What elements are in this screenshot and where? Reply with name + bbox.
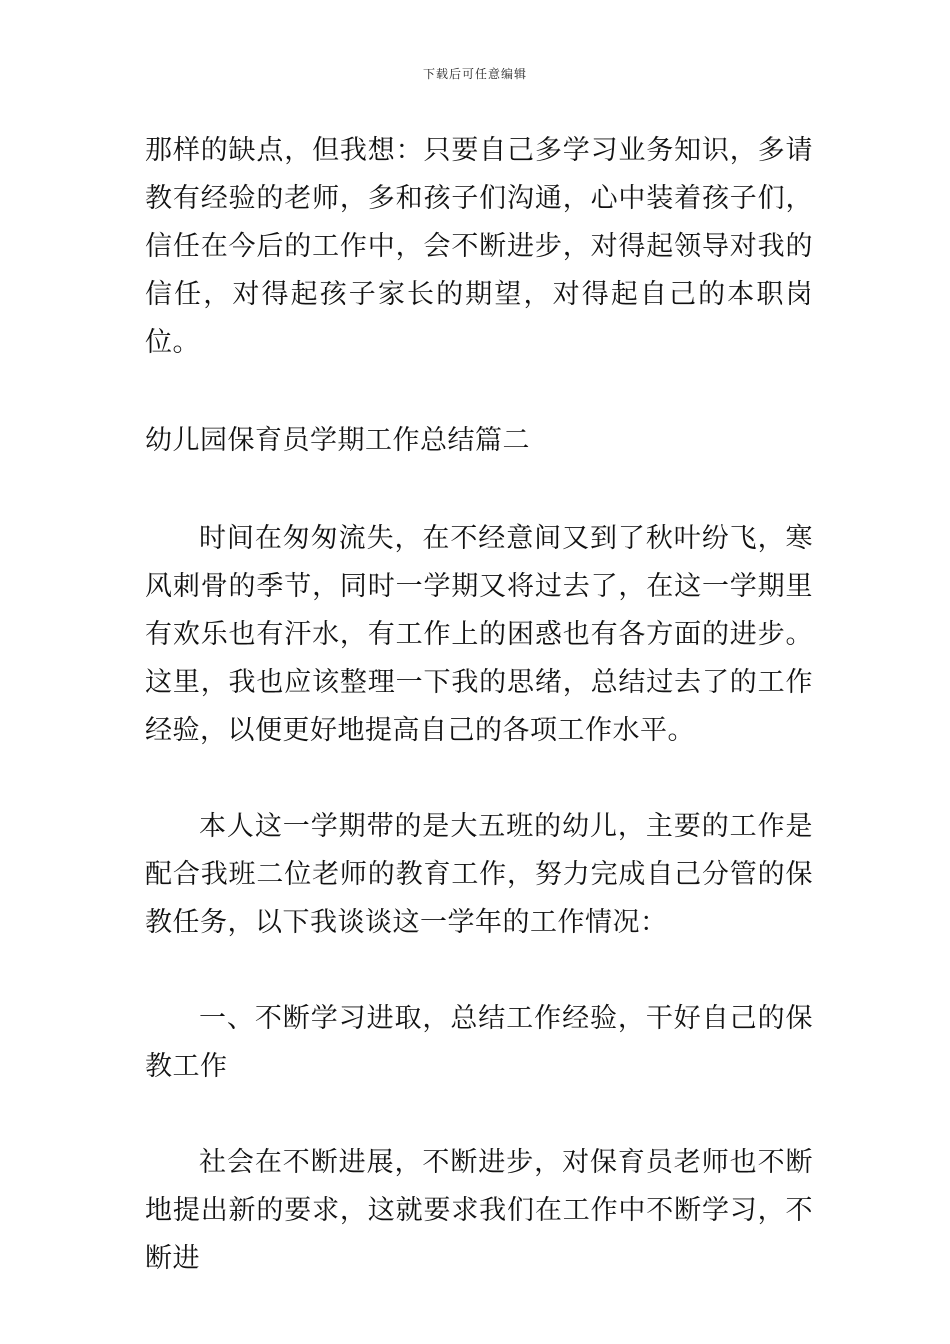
paragraph-role: 本人这一学期带的是大五班的幼儿，主要的工作是配合我班二位老师的教育工作，努力完成自己分管的保教任务，以下我谈谈这一学年的工作情况：	[145, 811, 813, 938]
section-heading: 幼儿园保育员学期工作总结篇二	[145, 425, 530, 456]
header-note: 下载后可任意编辑	[422, 67, 527, 81]
paragraph-society: 社会在不断进展，不断进步，对保育员老师也不断地提出新的要求，这就要求我们在工作中不断学习，不断进	[145, 1147, 813, 1274]
document-body	[145, 127, 813, 1283]
paragraph-continuation: 那样的缺点，但我想：只要自己多学习业务知识，多请教有经验的老师，多和孩子们沟通，心中装着孩子们，信任在今后的工作中，会不断进步，对得起领导对我的信任，对得起孩子家长的期望，对得起自己的本职岗位。	[145, 135, 813, 358]
subheading-one: 一、不断学习进取，总结工作经验，干好自己的保教工作	[145, 1003, 813, 1082]
paragraph-intro: 时间在匆匆流失，在不经意间又到了秋叶纷飞，寒风刺骨的季节，同时一学期又将过去了，在这一学期里有欢乐也有汗水，有工作上的困惑也有各方面的进步。这里，我也应该整理一下我的思绪，总结过去了的工作经验，以便更好地提高自己的各项工作水平。	[145, 523, 813, 746]
